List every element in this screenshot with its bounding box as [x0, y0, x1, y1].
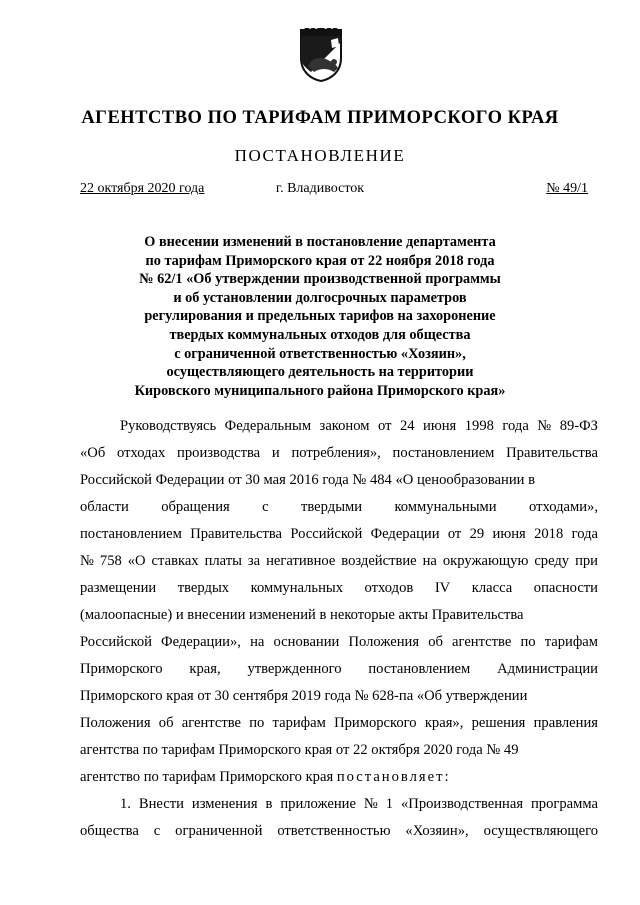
body-word: коммунальных [250, 580, 343, 596]
document-title [80, 233, 560, 400]
body-line-justified [80, 575, 598, 602]
body-word: коммунальными [394, 499, 497, 515]
body-text: агентство по тарифам Приморского края [80, 769, 334, 785]
document-number: № 49/1 [546, 181, 588, 196]
body-word: утвержденного [247, 661, 342, 677]
agency-name: АГЕНТСТВО ПО ТАРИФАМ ПРИМОРСКОГО КРАЯ [81, 108, 559, 128]
title-line: с ограниченной ответственностью «Хозяин», [174, 345, 466, 362]
body-word: отходами», [528, 499, 598, 515]
document-city: г. Владивосток [275, 181, 365, 196]
coat-of-arms-icon [298, 28, 344, 82]
body-line: Российской Федерации», на основании Положения об агентстве по тарифам [80, 634, 598, 650]
document-date: 22 октября 2020 года [80, 181, 205, 196]
body-line: общества с ограниченной ответственностью «Хозяин», осуществляющего [80, 823, 598, 839]
body-word: твердыми [301, 499, 363, 515]
body-word: края, [189, 661, 221, 677]
title-line: О внесении изменений в постановление департамента [144, 234, 496, 250]
body-line: постановлением Правительства Российской Федерации от 29 июня 2018 года [80, 526, 598, 542]
body-line: Руководствуясь Федеральным законом от 24 июня 1998 года № 89-ФЗ [120, 418, 598, 434]
body-word: Приморского [80, 661, 163, 677]
body-line: № 758 «О ставках платы за негативное воздействие на окружающую среду при [80, 553, 598, 569]
resolution-word: постановляет: [336, 769, 451, 785]
body-line [80, 764, 598, 791]
title-line: Кировского муниципального района Приморского края» [134, 382, 506, 399]
title-line: регулирования и предельных тарифов на захоронение [144, 308, 496, 325]
title-line: по тарифам Приморского края от 22 ноября 2018 года [145, 252, 495, 269]
body-line-justified [80, 656, 598, 683]
title-line: № 62/1 «Об утверждении производственной программы [139, 271, 501, 288]
body-word: размещении [80, 580, 157, 596]
title-line: твердых коммунальных отходов для общества [169, 326, 471, 343]
body-line: Российской Федерации от 30 мая 2016 года № 484 «О ценообразовании в [80, 472, 535, 488]
title-line: осуществляющего деятельность на территории [166, 364, 474, 381]
body-word: постановлением [368, 661, 471, 677]
body-line: (малоопасные) и внесении изменений в некоторые акты Правительства [80, 607, 524, 623]
body-line: 1. Внести изменения в приложение № 1 «Производственная программа [120, 796, 598, 812]
document-type: ПОСТАНОВЛЕНИЕ [234, 146, 406, 165]
body-word: класса [471, 580, 513, 596]
body-word: отходов [364, 580, 414, 596]
body-word: Администрации [497, 661, 598, 677]
body-line-justified [80, 494, 598, 521]
document-body [80, 413, 598, 845]
body-word: IV [434, 580, 451, 596]
body-line: Приморского края от 30 сентября 2019 года № 628-па «Об утверждении [80, 688, 528, 704]
body-word: с [262, 499, 269, 515]
body-word: твердых [177, 580, 230, 596]
body-word: области [80, 499, 129, 515]
body-word: обращения [161, 499, 230, 515]
body-line: «Об отходах производства и потребления», постановлением Правительства [80, 445, 598, 461]
title-line: и об установлении долгосрочных параметров [173, 289, 467, 306]
body-word: опасности [533, 580, 598, 596]
body-line: агентства по тарифам Приморского края от 22 октября 2020 года № 49 [80, 742, 519, 758]
body-line: Положения об агентстве по тарифам Приморского края», решения правления [80, 715, 598, 731]
